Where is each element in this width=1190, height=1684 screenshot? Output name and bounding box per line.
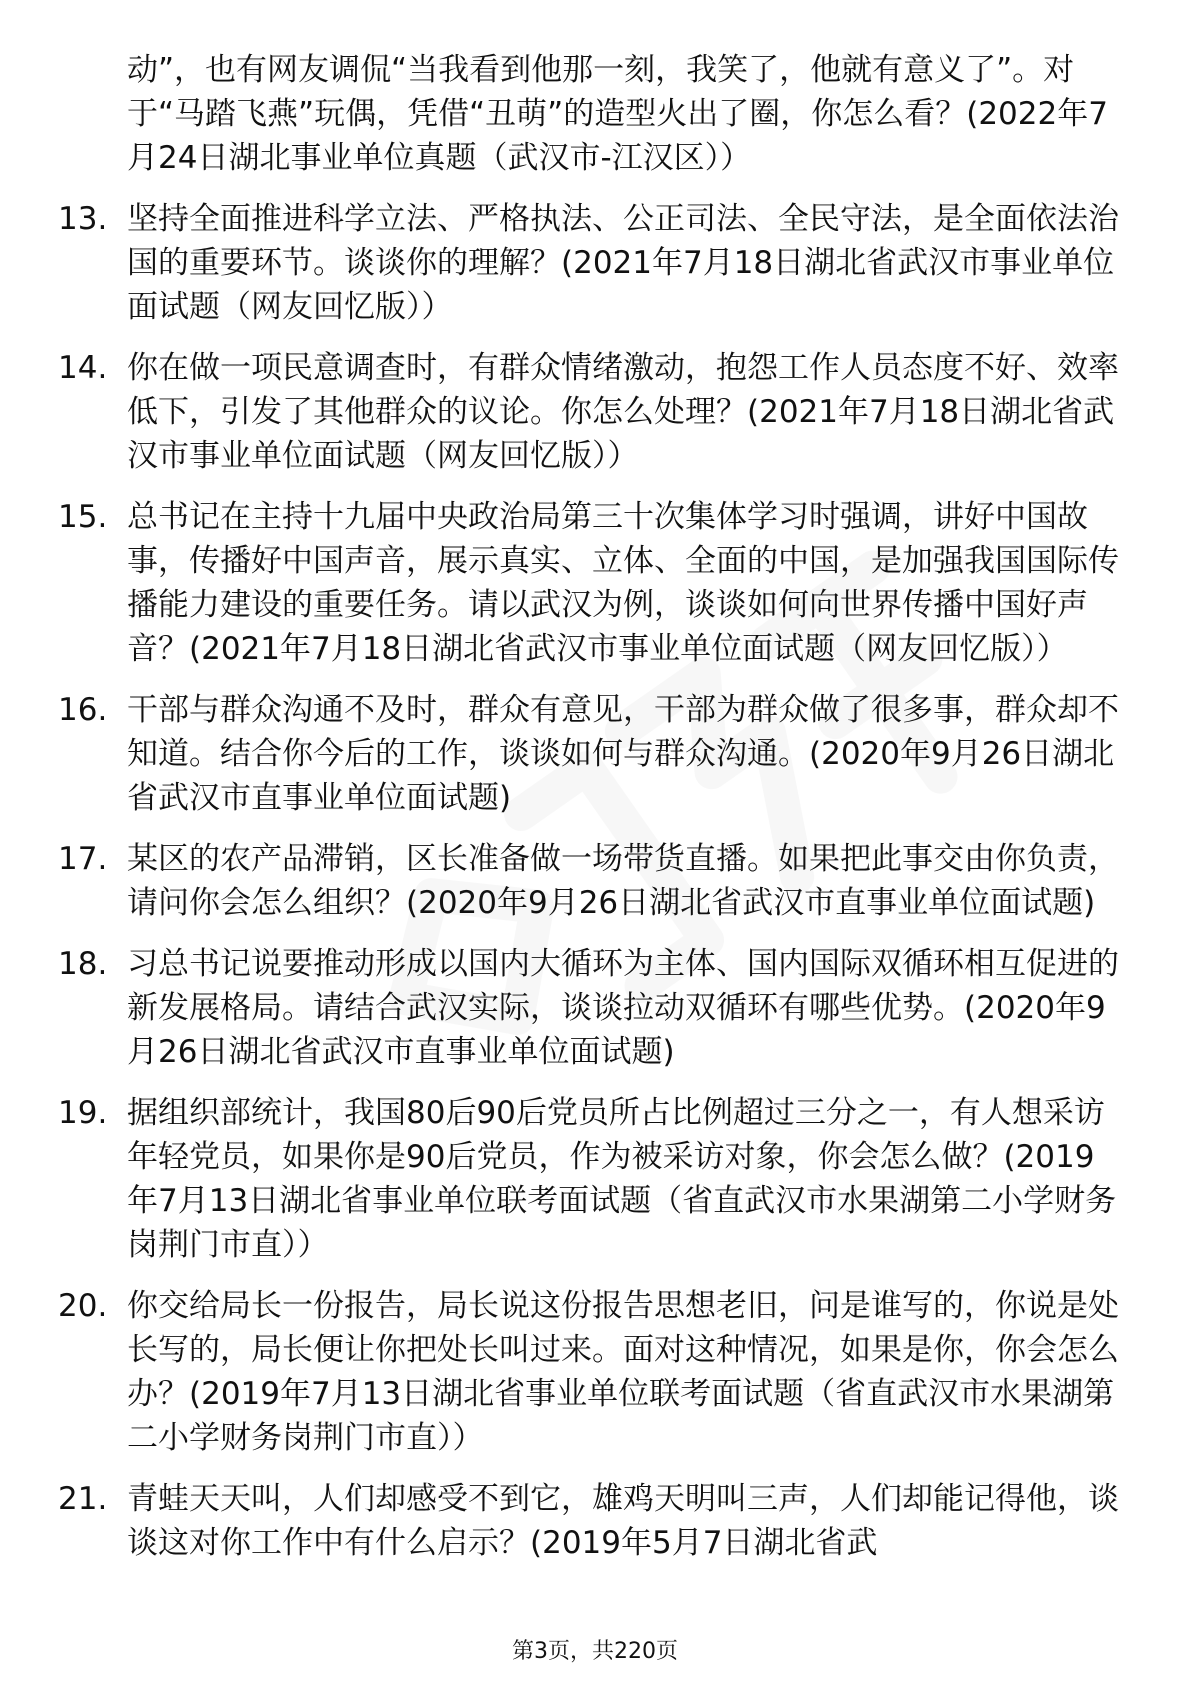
question-item <box>0 1284 1190 1460</box>
question-item <box>0 1091 1190 1267</box>
question-item <box>0 197 1190 329</box>
continued-question <box>0 48 1190 180</box>
question-text: 青蛙天天叫，人们却感受不到它，雄鸡天明叫三声，人们却能记得他，谈谈这对你工作中有什么启示？(2019年5月7日湖北省武 <box>127 1481 1119 1561</box>
question-number: 21. <box>58 1481 108 1517</box>
question-item <box>0 1477 1190 1565</box>
question-text: 坚持全面推进科学立法、严格执法、公正司法、全民守法，是全面依法治国的重要环节。谈谈你的理解？(2021年7月18日湖北省武汉市事业单位面试题（网友回忆版）） <box>127 201 1119 325</box>
question-text: 习总书记说要推动形成以国内大循环为主体、国内国际双循环相互促进的新发展格局。请结合武汉实际，谈谈拉动双循环有哪些优势。(2020年9月26日湖北省武汉市直事业单位面试题) <box>127 946 1119 1070</box>
continued-question-text: 动”，也有网友调侃“当我看到他那一刻，我笑了，他就有意义了”。对于“马踏飞燕”玩偶，凭借“丑萌”的造型火出了圈，你怎么看？(2022年7月24日湖北事业单位真题（武汉市-江汉区）） <box>127 52 1108 176</box>
question-item <box>0 495 1190 671</box>
question-item <box>0 837 1190 925</box>
question-text: 据组织部统计，我国80后90后党员所占比例超过三分之一，有人想采访年轻党员，如果你是90后党员，作为被采访对象，你会怎么做？(2019年7月13日湖北省事业单位联考面试题（省直武汉市水果湖第二小学财务岗荆门市直）） <box>127 1095 1117 1263</box>
question-text: 某区的农产品滞销，区长准备做一场带货直播。如果把此事交由你负责，请问你会怎么组织？(2020年9月26日湖北省武汉市直事业单位面试题) <box>127 841 1119 921</box>
question-number: 18. <box>58 946 108 982</box>
question-number: 17. <box>58 841 108 877</box>
question-text: 总书记在主持十九届中央政治局第三十次集体学习时强调，讲好中国故事，传播好中国声音，展示真实、立体、全面的中国，是加强我国国际传播能力建设的重要任务。请以武汉为例，谈谈如何向世界传播中国好声音？(2021年7月18日湖北省武汉市事业单位面试题（网友回忆版）） <box>127 499 1119 667</box>
question-text: 你在做一项民意调查时，有群众情绪激动，抱怨工作人员态度不好、效率低下，引发了其他群众的议论。你怎么处理？(2021年7月18日湖北省武汉市事业单位面试题（网友回忆版）） <box>127 350 1119 474</box>
question-number: 20. <box>58 1288 108 1324</box>
question-text: 干部与群众沟通不及时，群众有意见，干部为群众做了很多事，群众却不知道。结合你今后的工作，谈谈如何与群众沟通。(2020年9月26日湖北省武汉市直事业单位面试题) <box>127 692 1119 816</box>
question-item <box>0 942 1190 1074</box>
question-number: 13. <box>58 201 108 237</box>
page-footer: 第3页，共220页 <box>512 1639 678 1664</box>
question-text: 你交给局长一份报告，局长说这份报告思想老旧，问是谁写的，你说是处长写的，局长便让你把处长叫过来。面对这种情况，如果是你，你会怎么办？(2019年7月13日湖北省事业单位联考面试题（省直武汉市水果湖第二小学财务岗荆门市直）） <box>127 1288 1119 1456</box>
question-number: 15. <box>58 499 108 535</box>
question-item <box>0 688 1190 820</box>
question-number: 16. <box>58 692 108 728</box>
question-number: 19. <box>58 1095 108 1131</box>
question-list <box>0 48 1190 1582</box>
question-item <box>0 346 1190 478</box>
question-number: 14. <box>58 350 108 386</box>
